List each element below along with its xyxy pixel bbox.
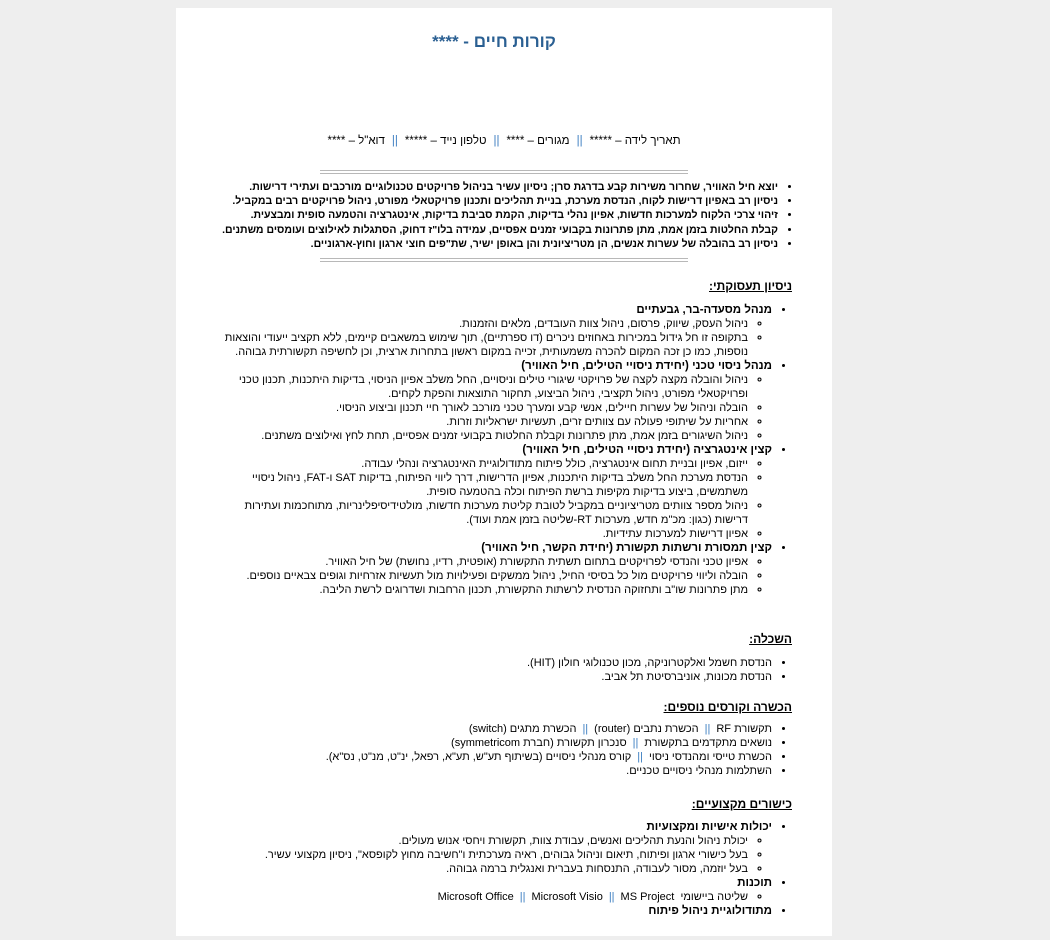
skills-list [212,820,792,918]
skills-group-title: יכולות אישיות ומקצועיות [646,821,772,833]
birth-date: תאריך לידה – ***** [589,135,681,147]
role-detail: ◦ בתקופה זו חל גידול במכירות באחוזים ניכרים (דו ספרתיים), תוך שימוש במשאבים קיימים, ללא תקציב ייעודי והוצאות נוספות, כמו כן זכה המקום להכרה משמעותית, זכייה במקום ראשון בתחרות ארצית, וכן לחשיפה תקשורתית גבוהה. [212,331,748,359]
role-title: קצין אינטגרציה (יחידת ניסויי הטילים, חיל האוויר) [522,444,772,456]
role-detail: ◦ מתן פתרונות שו"ב ותחזוקה הנדסית לרשתות התקשורת, תכנון הרחבות ושדרוגים לרשת הליבה. [212,583,748,597]
resume-page [176,8,832,936]
summary-item: • קבלת החלטות בזמן אמת, מתן פתרונות בקבועי זמנים אפסיים, עמידה בלו"ז דחוק, הסתגלות לאילוצים ועומסים משתנים. [222,223,778,237]
role-detail: ◦ אפיון דרישות למערכות עתידיות. [212,527,748,541]
training-item: • השתלמות מנהלי ניסויים טכניים. [212,764,772,778]
summary-item: • יוצא חיל האוויר, שחרור משירות קבע בדרגת סרן; ניסיון עשיר בניהול פרויקטים טכנולוגיים מורכבים ועתירי דרישות. [222,180,778,194]
role-detail: ◦ ניהול מספר צוותים מטריציוניים במקביל לטובת קליטת מערכות חדשות, מולטידיסיפלינריות, מתוחכמות ועתירות דרישות (כגון: מכ"מ חדש, מערכות RT-שליטה בזמן אמת ועוד). [212,499,748,527]
role-detail: ◦ הובלה וניהול של עשרות חיילים, אנשי קבע ומערך טכני מורכב לאורך חיי תכנון וביצוע הניסוי. [212,401,748,415]
summary-item: • זיהוי צרכי הלקוח למערכות חדשות, אפיון נהלי בדיקות, הקמת סביבת בדיקות, אינטגרציה והטמעה סופית ומבצעית. [222,208,778,222]
skills-group [212,820,772,876]
separator: || [576,135,583,147]
phone: טלפון נייד – ***** [404,135,487,147]
training-list [212,722,792,778]
role-detail: ◦ אפיון טכני והנדסי לפרויקטים בתחום תשתית התקשורת (אופטית, רדיו, נחושת) של חיל האוויר. [212,555,748,569]
education-heading: השכלה: [749,632,792,646]
skills-group [212,904,772,918]
role-title: מנהל מסעדה-בר, גבעתיים [636,304,772,316]
separator: || [493,135,500,147]
contact-line [176,135,832,147]
training-item: • נושאים מתקדמים בתקשורת||סנכרון תקשורת (חברת symmetricom) [212,736,772,750]
summary-item: • ניסיון רב באפיון דרישות לקוח, הנדסת מערכת, בניית תהליכים ותכנון פרויקטאלי מפורט, ניהול פרויקטים רבים במקביל. [222,194,778,208]
page-title: קורות חיים - **** [432,32,556,51]
role-item [212,541,772,597]
skill-detail: ◦ בעל כישורי ארגון ופיתוח, תיאום וניהול גבוהים, ראיה מערכתית ו"חשיבה מחוץ לקופסא", ניסיון מקצועי עשיר. [212,848,748,862]
experience-list [212,303,792,597]
residence: מגורים – **** [506,135,570,147]
bottom-divider [320,258,688,262]
role-detail: ◦ אחריות על שיתופי פעולה עם צוותים זרים, תעשיות ישראליות וזרות. [212,415,748,429]
role-item [212,359,772,443]
role-title: קצין תמסורת ורשתות תקשורת (יחידת הקשר, חיל האוויר) [481,542,772,554]
education-list [372,656,792,684]
role-detail: ◦ הנדסת מערכת החל משלב בדיקות היתכנות, אפיון הדרישות, דרך ליווי הפיתוח, בדיקות SAT ו-FAT, ניהול ניסויי משתמשים, ביצוע בדיקות מקיפות ברשת הפיתוח וכלה בהטמעה סופית. [212,471,748,499]
role-title: מנהל ניסוי טכני (יחידת ניסויי הטילים, חיל האוויר) [521,360,772,372]
software-line: ◦ שליטה ביישומי Microsoft Office || Microsoft Visio || MS Project [212,890,748,904]
skills-group [212,876,772,904]
skills-heading: כישורים מקצועיים: [691,797,792,811]
skill-detail: ◦ בעל יוזמה, מסור לעבודה, התנסחות בעברית ואנגלית ברמה גבוהה. [212,862,748,876]
top-divider [320,170,688,174]
separator: || [391,135,398,147]
experience-heading: ניסיון תעסוקתי: [709,279,792,293]
role-item [212,303,772,359]
email: דוא"ל – **** [327,135,385,147]
training-item: • הכשרת טייסי ומהנדסי ניסוי||קורס מנהלי ניסויים (בשיתוף תע"ש, תע"א, רפאל, ינ"ט, מנ"ט, נס"א). [212,750,772,764]
role-detail: ◦ ניהול והובלה מקצה לקצה של פרויקטי שיגורי טילים וניסויים, החל משלב אפיון הניסוי, בדיקות היתכנות, תכנון טכני ופרויקטאלי מפורט, ניהול תקציבי, ניהול הביצוע, תחקור התוצאות והפקת לקחים. [212,373,748,401]
education-item: • הנדסת מכונות, אוניברסיטת תל אביב. [372,670,772,684]
skill-detail: ◦ יכולת ניהול והנעת תהליכים ואנשים, עבודת צוות, תקשורת ויחסי אנוש מעולים. [212,834,748,848]
role-detail: ◦ הובלה וליווי פרויקטים מול כל בסיסי החיל, ניהול ממשקים ופעילויות מול תעשיות אזרחיות וגופים צבאיים נוספים. [212,569,748,583]
training-heading: הכשרה וקורסים נוספים: [663,700,792,714]
skills-group-title: תוכנות [737,877,772,889]
training-item: • תקשורת RF||הכשרת נתבים (router)||הכשרת מתגים (switch) [212,722,772,736]
summary-list [222,180,792,251]
role-detail: ◦ ייזום, אפיון ובניית תחום אינטגרציה, כולל פיתוח מתודולוגיית האינטגרציה ונהלי עבודה. [212,457,748,471]
role-detail: ◦ ניהול השיגורים בזמן אמת, מתן פתרונות וקבלת החלטות בקבועי זמנים אפסיים, תחת לחץ ואילוצים משתנים. [212,429,748,443]
education-item: • הנדסת חשמל ואלקטרוניקה, מכון טכנולוגי חולון (HIT). [372,656,772,670]
role-detail: ◦ ניהול העסק, שיווק, פרסום, ניהול צוות העובדים, מלאים והזמנות. [212,317,748,331]
summary-item: • ניסיון רב בהובלה של עשרות אנשים, הן מטריציונית והן באופן ישיר, שת"פים חוצי ארגון וחוץ-ארגוניים. [222,237,778,251]
role-item [212,443,772,541]
skills-group-title: מתודולוגיית ניהול פיתוח [648,905,772,917]
